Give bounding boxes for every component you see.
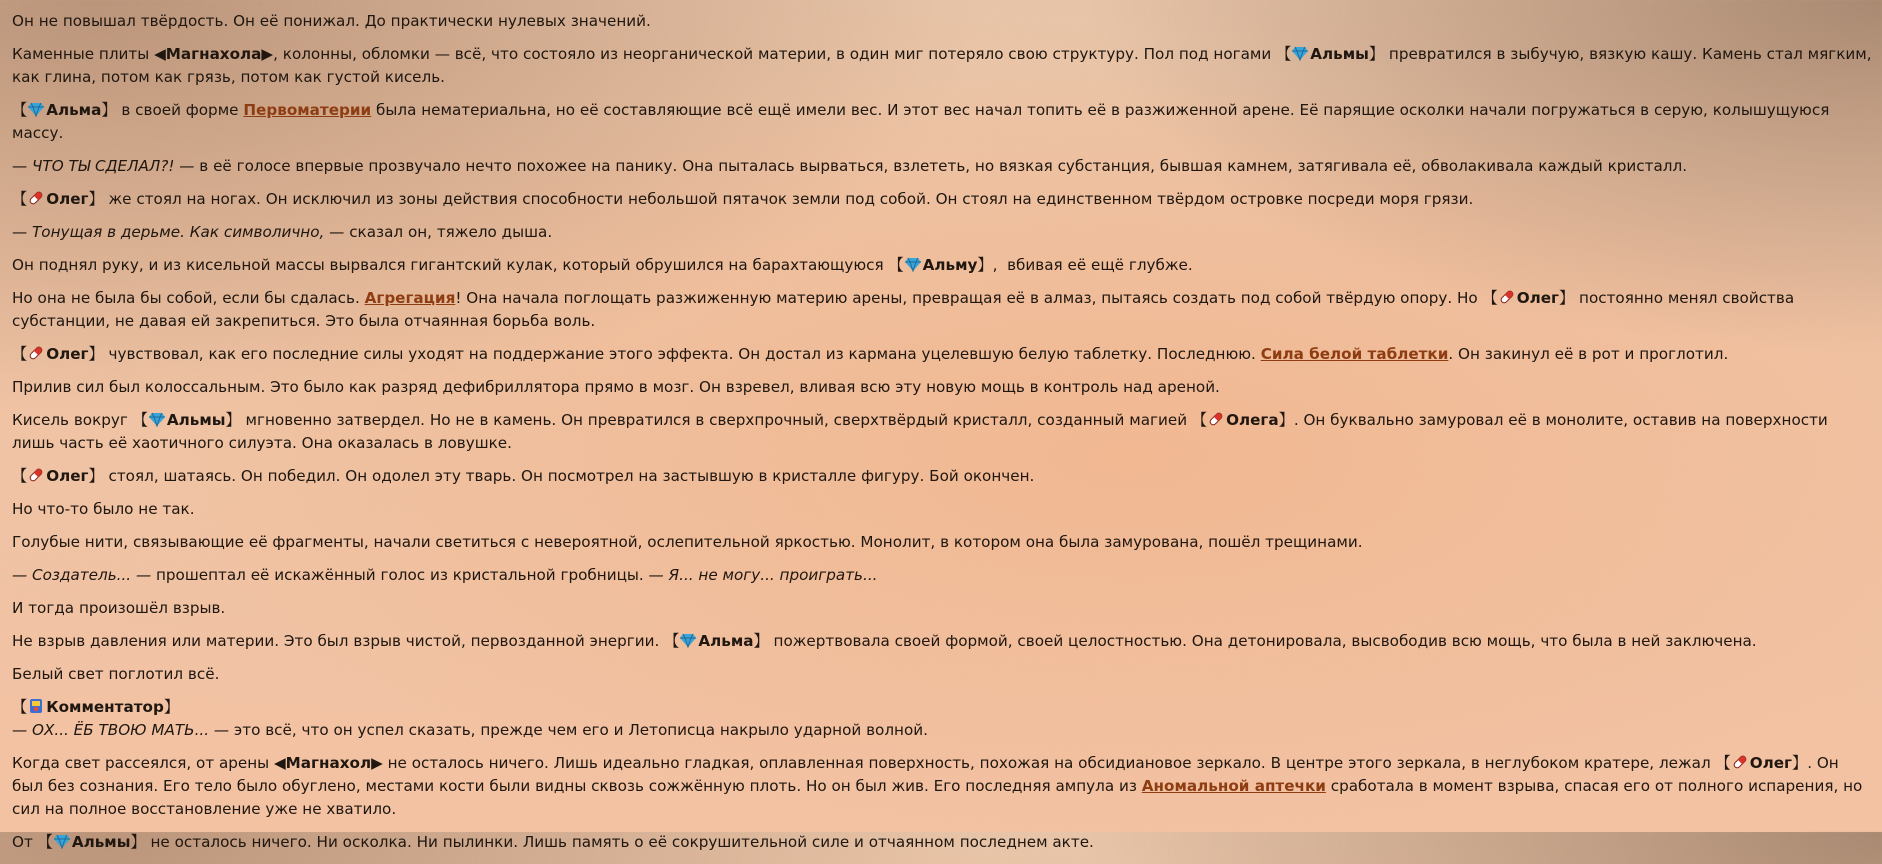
text: Каменные плиты [12,45,155,63]
text: Но что-то было не так. [12,500,195,518]
character-tag-oleg: 【 Олег】 [12,190,104,208]
character-tag-kommentator: 【 Комментатор】 [12,698,180,716]
paragraph [12,564,1874,587]
name: Альмы [166,411,226,429]
paragraph [12,597,1874,620]
dialogue: — Я... не могу... проиграть... [648,566,878,584]
badge-icon [28,698,44,714]
diamond-icon [149,411,165,427]
text: Он не повышал твёрдость. Он её понижал. До практически нулевых значений. [12,12,651,30]
character-tag-oleg: 【 Олег】 [12,467,104,485]
paragraph [12,155,1874,178]
paragraph [12,531,1874,554]
story-text [12,10,1874,864]
name: Олег [46,467,89,485]
link-anomalnoy-aptechki[interactable]: Аномальной аптечки [1141,777,1326,795]
text: сказал он, тяжело дыша. [344,223,553,241]
paragraph [12,343,1874,366]
pill-icon [28,467,44,483]
paragraph [12,221,1874,244]
link-agregaciya[interactable]: Агрегация [364,289,456,307]
speaker-line [12,696,1874,719]
pill-icon [28,190,44,206]
character-tag-oleg: 【 Олег】 [1482,289,1575,307]
paragraph [12,663,1874,686]
paragraph [12,188,1874,211]
paragraph [12,99,1874,145]
pill-icon [1499,289,1515,305]
diamond-icon [28,101,44,117]
paragraph [12,409,1874,455]
text: Когда свет рассеялся, от арены [12,754,274,772]
name: Альму [922,256,978,274]
text: не осталось ничего. Ни осколка. Ни пылинки. Лишь память о её сокрушительной силе и отчаянном последнем акте. [145,833,1094,851]
name: Альма [698,632,754,650]
dialogue: — ОХ... ЁБ ТВОЮ МАТЬ... — [12,721,230,739]
name: Альмы [71,833,131,851]
text: в своей форме [116,101,244,119]
pill-icon [1732,754,1748,770]
link-sila-beloy-tabletki[interactable]: Сила белой таблетки [1260,345,1449,363]
text: Он поднял руку, и из кисельной массы вырвался гигантский кулак, который обрушился на барахтающуюся [12,256,889,274]
character-tag-alma: 【 Альма】 [664,632,769,650]
name: Олег [1749,754,1792,772]
paragraph [12,43,1874,89]
text: прошептал её искажённый голос из кристальной гробницы. [151,566,649,584]
text: , колонны, обломки — всё, что состояло из неорганической материи, в один миг потеряло свою структуру. Пол под ногами [273,45,1277,63]
name: Олег [46,190,89,208]
character-tag-oleg: 【 Олега】 [1191,411,1294,429]
character-tag-alma: 【 Альмы】 [1276,45,1385,63]
text: превратился в зыбучую, вязкую кашу. Камень стал мягким, как глина, потом как грязь, потом как густой кисель. [12,45,1872,86]
paragraph [12,719,1874,742]
paragraph [12,498,1874,521]
text: Голубые нити, связывающие её фрагменты, начали светиться с невероятной, ослепительной яркостью. Монолит, в котором она была замурована, пошёл трещинами. [12,533,1363,551]
dialogue: — ЧТО ТЫ СДЕЛАЛ?! — [12,157,195,175]
text: стоял, шатаясь. Он победил. Он одолел эту тварь. Он посмотрел на застывшую в кристалле фигуру. Бой окончен. [103,467,1035,485]
name: Альма [46,101,102,119]
text: Белый свет поглотил всё. [12,665,220,683]
link-pervomaterii[interactable]: Первоматерии [243,101,372,119]
character-tag-alma: 【 Альма】 [12,101,117,119]
diamond-icon [905,256,921,272]
text: , вбивая её ещё глубже. [992,256,1193,274]
text: . Он буквально замуровал её в монолите, оставив на поверхности лишь часть её хаотичного силуэта. Она оказалась в ловушке. [12,411,1828,452]
text: От [12,833,38,851]
name: Олег [1516,289,1559,307]
text: сработала в момент взрыва, спасая его от полного испарения, но сил на полное восстановление уже не хватило. [12,777,1863,818]
name: Олега [1226,411,1279,429]
text: пожертвовала своей формой, своей целостностью. Она детонировала, высвободив всю мощь, что была в ней заключена. [768,632,1757,650]
character-tag-oleg: 【 Олег】 [12,345,104,363]
character-tag-alma: 【 Альмы】 [132,411,241,429]
paragraph [12,10,1874,33]
text: Но она не была бы собой, если бы сдалась. [12,289,365,307]
pill-icon [1208,411,1224,427]
text: Не взрыв давления или материи. Это был взрыв чистой, первозданной энергии. [12,632,665,650]
text: чувствовал, как его последние силы уходят на поддержание этого эффекта. Он достал из кармана уцелевшую белую таблетку. Последнюю. [103,345,1261,363]
pill-icon [28,345,44,361]
paragraph [12,831,1874,854]
text: постоянно менял свойства субстанции, не давая ей закрепиться. Это была отчаянная борьба воль. [12,289,1795,330]
text: была нематериальна, но её составляющие всё ещё имели вес. И этот вес начал топить её в разжиженной арене. Её парящие осколки начали погружаться в серую, колышущуюся массу. [12,101,1830,142]
name: Олег [46,345,89,363]
location-magnahol: ◀Магнахол▶ [274,754,383,772]
text: мгновенно затвердел. Но не в камень. Он превратился в сверхпрочный, сверхтвёрдый кристалл, созданный магией [240,411,1192,429]
diamond-icon [680,632,696,648]
character-tag-alma: 【 Альмы】 [37,833,146,851]
text: ! Она начала поглощать разжиженную материю арены, превращая её в алмаз, пытаясь создать под собой твёрдую опору. Но [455,289,1483,307]
name: Альмы [1310,45,1369,63]
character-tag-alma: 【 Альму】 [888,256,993,274]
paragraph [12,752,1874,821]
diamond-icon [1292,45,1308,61]
dialogue: — Тонущая в дерьме. Как символично, — [12,223,345,241]
text: в её голосе впервые прозвучало нечто похожее на панику. Она пыталась вырваться, взлететь, но вязкая субстанция, бывшая камнем, затягивала её, обволакивала каждый кристалл. [194,157,1688,175]
paragraph [12,254,1874,277]
paragraph [12,376,1874,399]
paragraph [12,465,1874,488]
text: И тогда произошёл взрыв. [12,599,226,617]
text: . Он закинул её в рот и проглотил. [1448,345,1729,363]
text: . Он был без сознания. Его тело было обуглено, местами кости были видны сквозь сожжённую плоть. Но он был жив. Его последняя ампула из [12,754,1839,795]
name: Комментатор [46,698,164,716]
character-tag-oleg: 【 Олег】 [1715,754,1808,772]
text: Кисель вокруг [12,411,133,429]
location-magnahola: ◀Магнахола▶ [154,45,274,63]
paragraph [12,630,1874,653]
text: Прилив сил был колоссальным. Это было как разряд дефибриллятора прямо в мозг. Он взревел, вливая всю эту новую мощь в контроль над ареной. [12,378,1220,396]
text: же стоял на ногах. Он исключил из зоны действия способности небольшой пятачок земли под собой. Он стоял на единственном твёрдом островке посреди моря грязи. [103,190,1474,208]
paragraph [12,287,1874,333]
text: не осталось ничего. Лишь идеально гладкая, оплавленная поверхность, похожая на обсидиановое зеркало. В центре этого зеркала, в неглубоком кратере, лежал [382,754,1716,772]
dialogue: — Создатель... — [12,566,152,584]
text: это всё, что он успел сказать, прежде чем его и Летописца накрыло ударной волной. [229,721,928,739]
diamond-icon [54,833,70,849]
